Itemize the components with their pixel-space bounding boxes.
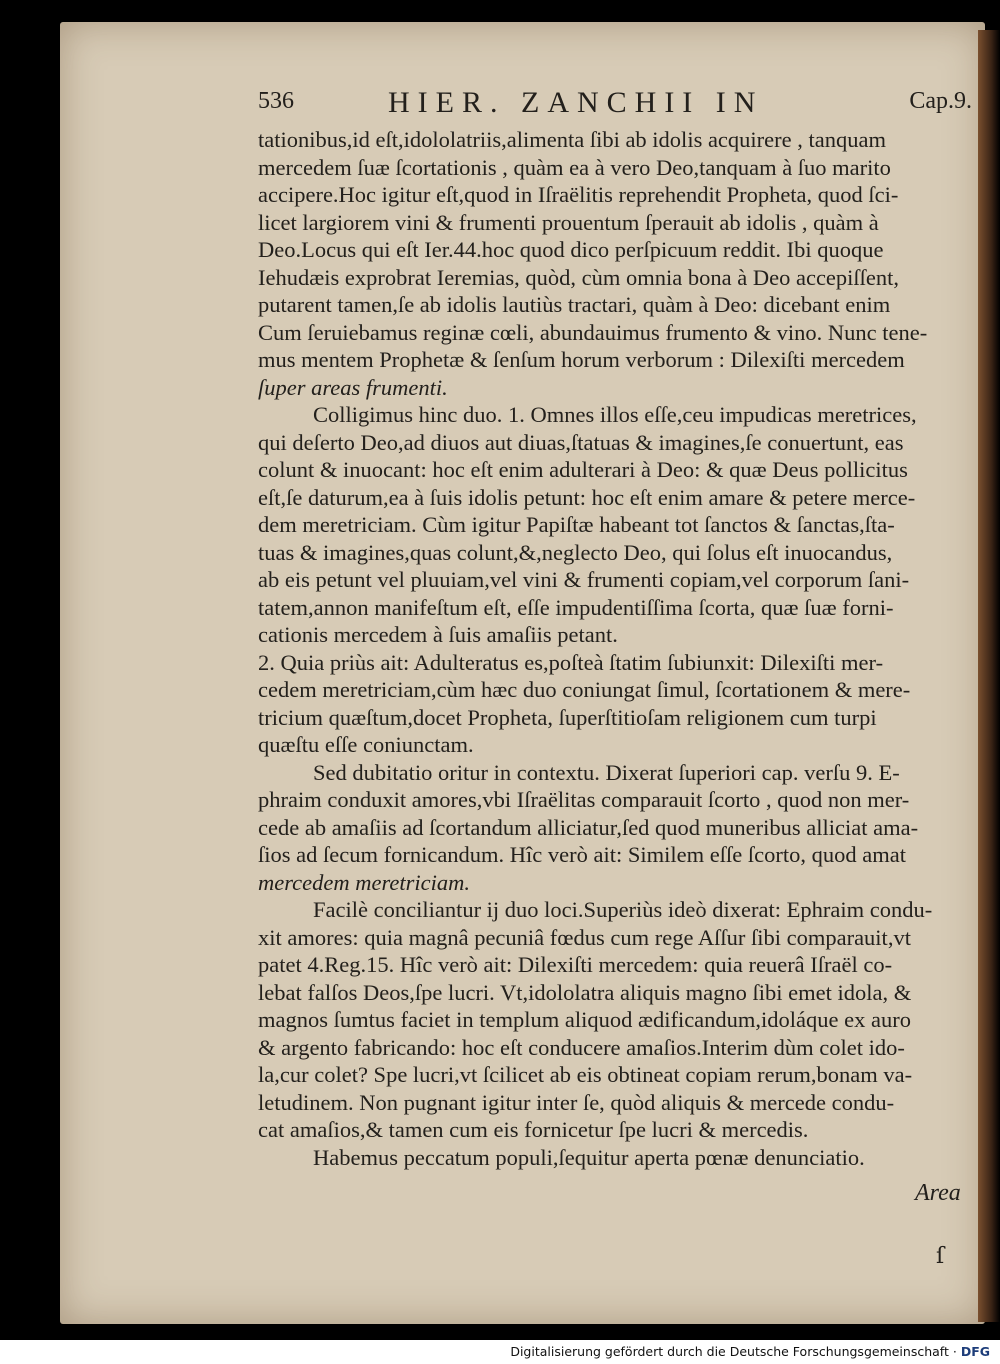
page-edge: [978, 30, 1000, 1322]
catchword: Area: [915, 1180, 961, 1206]
text-line: cedem meretriciam,cùm hæc duo coniungat ſimul, ſcortationem & mere-: [258, 677, 911, 702]
text-line: Iehudæis exprobrat Ieremias, quòd, cùm omnia bona à Deo accepiſſent,: [258, 264, 900, 290]
text-line: cede ab amaſiis ad ſcortandum alliciatur,ſed quod muneribus alliciat ama-: [258, 814, 919, 840]
text-line: la,cur colet? Spe lucri,vt ſcilicet ab eis obtineat copiam rerum,bonam va-: [258, 1062, 913, 1087]
text-line: mus mentem Prophetæ & ſenſum horum verborum : Dilexiſti mercedem: [258, 347, 905, 372]
text-line: qui deſerto Deo,ad diuos aut diuas,ſtatuas & imagines,ſe conuertunt, eas: [258, 429, 904, 455]
text-line: quæſtu eſſe coniunctam.: [258, 732, 474, 757]
text-line: licet largiorem vini & frumenti prouentum ſperauit ab idolis , quàm à: [258, 209, 879, 235]
text-line: 2. Quia priùs ait: Adulteratus es,poſteà ſtatim ſubiunxit: Dilexiſti mer-: [258, 649, 884, 675]
page-header: [258, 88, 978, 122]
text-line: ſuper areas frumenti.: [258, 374, 448, 400]
text-line: phraim conduxit amores,vbi Iſraëlitas comparauit ſcorto , quod non mer-: [258, 787, 910, 812]
text-line: & argento fabricando: hoc eſt conducere amaſios.Interim dùm colet ido-: [258, 1034, 905, 1060]
text-line: tationibus,id eſt,idololatriis,alimenta ſibi ab idolis acquirere , tanquam: [258, 127, 886, 152]
text-line: ab eis petunt vel pluuiam,vel vini & frumenti copiam,vel corporum ſani-: [258, 567, 910, 592]
text-line: tuas & imagines,quas colunt,&,neglecto Deo, qui ſolus eſt inuocandus,: [258, 539, 893, 565]
body-text: [258, 126, 978, 1171]
footer-bar: [0, 1340, 1000, 1364]
dfg-logo: DFG: [960, 1344, 990, 1359]
text-line: letudinem. Non pugnant igitur inter ſe, quòd aliquis & mercede condu-: [258, 1089, 895, 1115]
text-line: Colligimus hinc duo. 1. Omnes illos eſſe,ceu impudicas meretrices,: [313, 402, 917, 427]
text-line: Cum ſeruiebamus reginæ cœli, abundauimus frumento & vino. Nunc tene-: [258, 319, 928, 345]
footer-credit-text: Digitalisierung gefördert durch die Deutsche Forschungsgemeinschaft ·: [510, 1344, 957, 1359]
footer-credit: [510, 1344, 990, 1359]
text-line: Facilè conciliantur ij duo loci.Superiùs ideò dixerat: Ephraim condu-: [313, 897, 933, 922]
text-line: mercedem meretriciam.: [258, 869, 471, 895]
text-line: Habemus peccatum populi,ſequitur aperta pœnæ denunciatio.: [313, 1144, 865, 1170]
page-number: 536: [258, 88, 294, 114]
text-line: Sed dubitatio oritur in contextu. Dixerat ſuperiori cap. verſu 9. E-: [313, 759, 900, 785]
text-line: colunt & inuocant: hoc eſt enim adulterari à Deo: & quæ Deus pollicitus: [258, 457, 908, 482]
text-line: mercedem ſuæ ſcortationis , quàm ea à vero Deo,tanquam à ſuo marito: [258, 154, 891, 180]
text-line: accipere.Hoc igitur eſt,quod in Iſraëlitis reprehendit Propheta, quod ſci-: [258, 182, 899, 207]
text-line: ſios ad ſecum fornicandum. Hîc verò ait: Similem eſſe ſcorto, quod amat: [258, 842, 906, 867]
text-line: magnos ſumtus faciet in templum aliquod ædificandum,idoláque ex auro: [258, 1007, 911, 1032]
text-line: lebat falſos Deos,ſpe lucri. Vt,idololatra aliquis magno ſibi emet idola, &: [258, 979, 912, 1005]
signature-mark: ſ: [936, 1244, 945, 1269]
text-line: dem meretriciam. Cùm igitur Papiſtæ habeant tot ſanctos & ſanctas,ſta-: [258, 512, 895, 537]
text-line: cationis mercedem à ſuis amaſiis petant.: [258, 622, 618, 647]
text-line: Deo.Locus qui eſt Ier.44.hoc quod dico perſpicuum reddit. Ibi quoque: [258, 237, 884, 262]
text-line: eſt,ſe daturum,ea à ſuis idolis petunt: hoc eſt enim amare & petere merce-: [258, 484, 916, 510]
running-head: HIER. ZANCHII IN: [388, 86, 764, 119]
text-line: patet 4.Reg.15. Hîc verò ait: Dilexiſti mercedem: quia reuerâ Iſraël co-: [258, 952, 893, 977]
text-line: putarent tamen,ſe ab idolis lautiùs tractari, quàm à Deo: dicebant enim: [258, 292, 891, 317]
text-line: tricium quæſtum,docet Propheta, ſuperſtitioſam religionem cum turpi: [258, 704, 877, 730]
text-line: cat amaſios,& tamen cum eis fornicetur ſpe lucri & mercedis.: [258, 1117, 809, 1142]
text-line: tatem,annon manifeſtum eſt, eſſe impudentiſſima ſcorta, quæ ſuæ forni-: [258, 594, 894, 620]
text-line: xit amores: quia magnâ pecuniâ fœdus cum rege Aſſur ſibi comparauit,vt: [258, 924, 911, 950]
chapter-label: Cap.9.: [909, 88, 972, 114]
